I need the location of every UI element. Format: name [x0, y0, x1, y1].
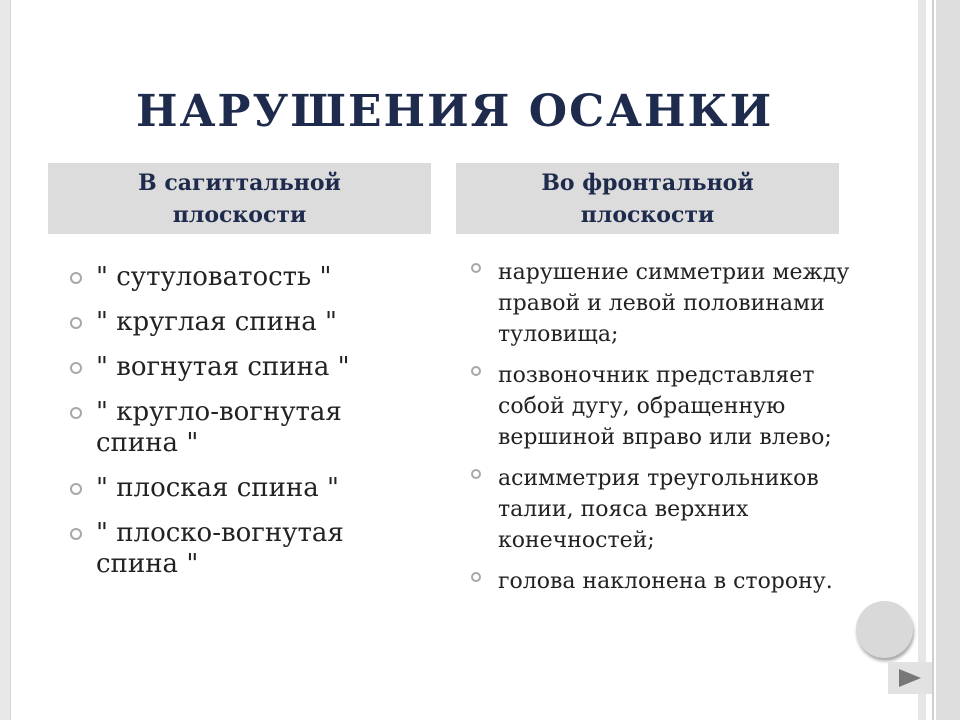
right-frame-gap — [926, 0, 936, 720]
list-item — [64, 262, 414, 293]
list-item — [64, 352, 414, 383]
right-column-header-text: Во фронтальной плоскости — [541, 169, 754, 228]
decorative-circle — [856, 601, 913, 658]
bullet-icon — [471, 469, 481, 479]
bullet-icon — [471, 263, 481, 273]
list-item-text: асимметрия треугольников талии, пояса верхних конечностей; — [498, 466, 819, 553]
bullet-icon — [471, 366, 481, 376]
list-item-text: " вогнутая спина " — [96, 352, 350, 382]
slide-title: НАРУШЕНИЯ ОСАНКИ — [136, 86, 774, 137]
list-item-text: " кругло-вогнутая спина " — [96, 397, 342, 458]
bullet-icon — [70, 317, 82, 329]
list-item-text: " сутуловатость " — [96, 262, 332, 292]
list-item — [64, 397, 414, 459]
right-frame-line — [932, 0, 934, 720]
list-item — [64, 473, 414, 504]
left-column-header — [48, 163, 431, 234]
right-frame-bar — [918, 0, 926, 720]
list-item — [468, 257, 858, 350]
right-frame-edge — [936, 0, 960, 720]
left-frame-bar — [0, 0, 10, 720]
list-item-text: " круглая спина " — [96, 307, 337, 337]
list-item — [468, 566, 858, 597]
next-slide-button[interactable] — [888, 662, 932, 694]
bullet-icon — [471, 572, 481, 582]
bullet-icon — [70, 362, 82, 374]
right-bullet-list — [468, 257, 858, 607]
bullet-icon — [70, 483, 82, 495]
left-frame-line — [10, 0, 11, 720]
bullet-icon — [70, 528, 82, 540]
left-column-header-text: В сагиттальной плоскости — [138, 169, 341, 228]
bullet-icon — [70, 407, 82, 419]
list-item — [468, 463, 858, 556]
right-column-header — [456, 163, 839, 234]
list-item-text: позвоночник представляет собой дугу, обращенную вершиной вправо или влево; — [498, 363, 832, 450]
list-item-text: голова наклонена в сторону. — [498, 569, 833, 594]
list-item — [468, 360, 858, 453]
list-item — [64, 518, 414, 580]
list-item — [64, 307, 414, 338]
left-bullet-list — [64, 262, 414, 594]
list-item-text: нарушение симметрии между правой и левой половинами туловища; — [498, 260, 850, 347]
play-triangle-icon — [897, 668, 923, 688]
bullet-icon — [70, 272, 82, 284]
list-item-text: " плоская спина " — [96, 473, 339, 503]
list-item-text: " плоско-вогнутая спина " — [96, 518, 344, 579]
